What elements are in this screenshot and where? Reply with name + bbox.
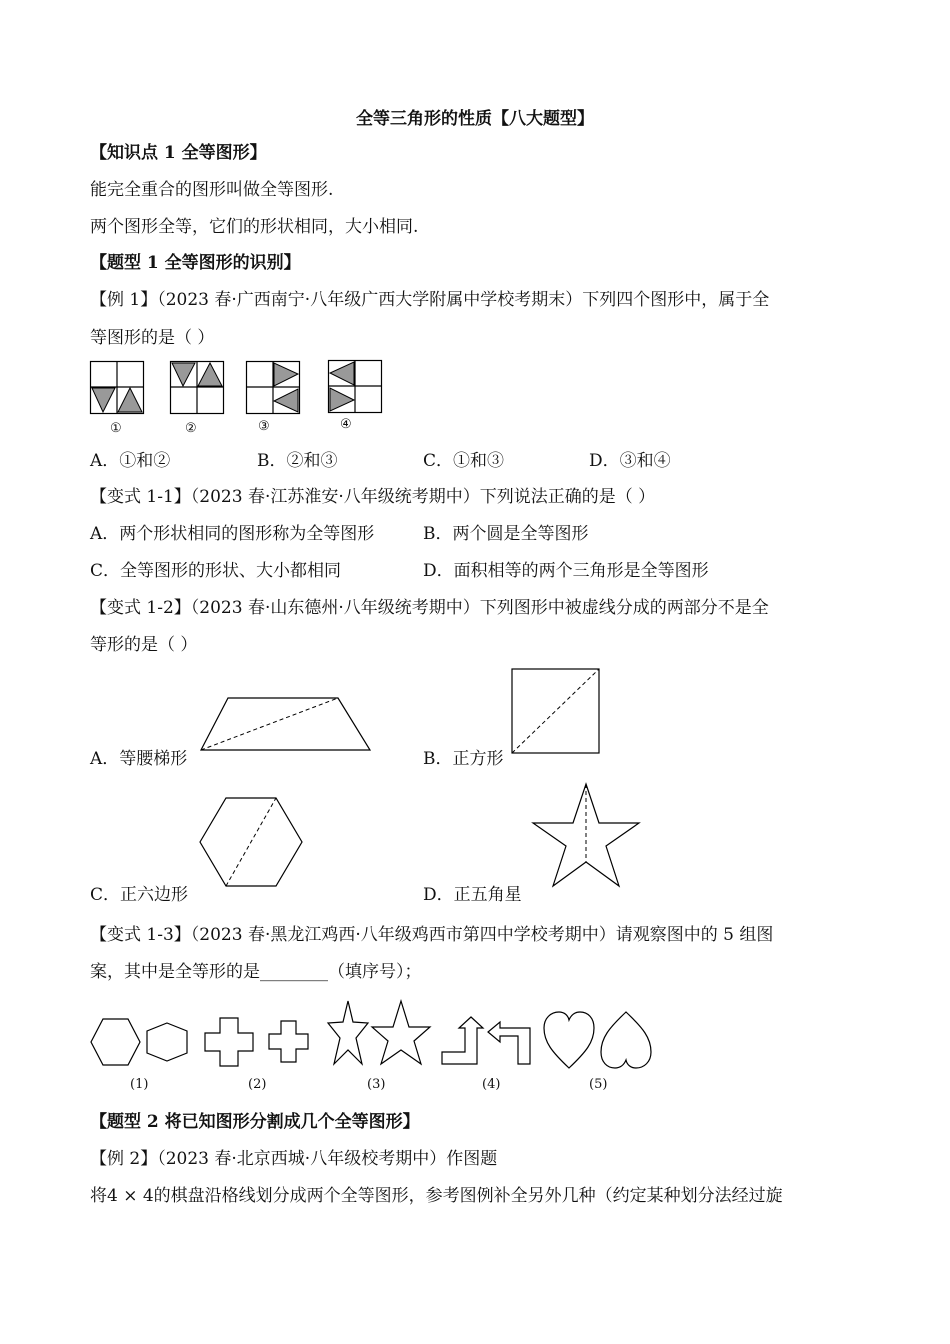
variant1-2-option-c: C．正六边形 [90, 885, 189, 905]
example1-figure-4-label: ④ [340, 417, 352, 432]
square-figure [511, 668, 601, 754]
example1-figure-2 [170, 361, 224, 414]
star-figure [531, 782, 641, 888]
hexagon-figure [198, 796, 304, 888]
example1-option-b: B．②和③ [257, 451, 338, 471]
shape-group-1 [90, 1016, 190, 1068]
example2-line-1: 【例 2】（2023 春·北京西城·八年级校考期中）作图题 [90, 1149, 498, 1169]
knowledge-line-2: 两个图形全等，它们的形状相同，大小相同. [90, 217, 419, 237]
example1-option-d: D．③和④ [589, 451, 671, 471]
variant1-1-option-b: B．两个圆是全等图形 [423, 524, 589, 544]
trapezoid-figure [198, 695, 373, 753]
variant1-3-line-1: 【变式 1-3】（2023 春·黑龙江鸡西·八年级鸡西市第四中学校考期中）请观察图中的 5 组图 [90, 925, 774, 945]
example1-line-1: 【例 1】（2023 春·广西南宁·八年级广西大学附属中学校考期末）下列四个图形中，属于全 [90, 290, 770, 310]
example1-figure-4 [328, 360, 382, 413]
example1-line-2: 等图形的是（ ） [90, 328, 215, 348]
shape-group-2 [203, 1016, 333, 1068]
variant1-2-option-b: B．正方形 [423, 749, 504, 769]
variant1-2-line-2: 等形的是（ ） [90, 635, 198, 655]
shape-group-5-label: (5) [589, 1077, 608, 1092]
type1-heading: 【题型 1 全等图形的识别】 [90, 253, 301, 273]
example1-figure-3 [246, 361, 300, 414]
shape-group-5 [542, 1010, 654, 1070]
variant1-2-option-a: A．等腰梯形 [90, 749, 188, 769]
example1-figure-2-label: ② [185, 421, 197, 436]
knowledge-heading: 【知识点 1 全等图形】 [90, 143, 267, 163]
variant1-1-option-d: D．面积相等的两个三角形是全等图形 [423, 561, 709, 581]
shape-group-4 [440, 1016, 534, 1068]
variant1-1-option-c: C．全等图形的形状、大小都相同 [90, 561, 342, 581]
example1-figure-3-label: ③ [258, 419, 270, 434]
variant1-1-option-a: A．两个形状相同的图形称为全等图形 [90, 524, 375, 544]
shape-group-2-label: (2) [248, 1077, 267, 1092]
example1-figure-1-label: ① [110, 421, 122, 436]
shape-group-4-label: (4) [482, 1077, 501, 1092]
page-title: 全等三角形的性质【八大题型】 [356, 109, 594, 129]
shape-group-3-label: (3) [367, 1077, 386, 1092]
knowledge-line-1: 能完全重合的图形叫做全等图形. [90, 180, 334, 200]
variant1-2-line-1: 【变式 1-2】（2023 春·山东德州·八年级统考期中）下列图形中被虚线分成的两部分不是全 [90, 598, 769, 618]
variant1-1-line-1: 【变式 1-1】（2023 春·江苏淮安·八年级统考期中）下列说法正确的是（ ） [90, 487, 656, 507]
example2-line-2: 将4 × 4的棋盘沿格线划分成两个全等图形，参考图例补全另外几种（约定某种划分法经过旋 [90, 1186, 783, 1206]
shape-group-1-label: (1) [130, 1077, 149, 1092]
variant1-2-option-d: D．正五角星 [423, 885, 522, 905]
example1-figure-1 [90, 361, 144, 414]
type2-heading: 【题型 2 将已知图形分割成几个全等图形】 [90, 1112, 420, 1132]
example1-option-a: A．①和② [90, 451, 171, 471]
example1-option-c: C．①和③ [423, 451, 505, 471]
variant1-3-line-2: 案，其中是全等形的是________（填序号）； [90, 962, 422, 982]
shape-group-3 [326, 998, 432, 1068]
